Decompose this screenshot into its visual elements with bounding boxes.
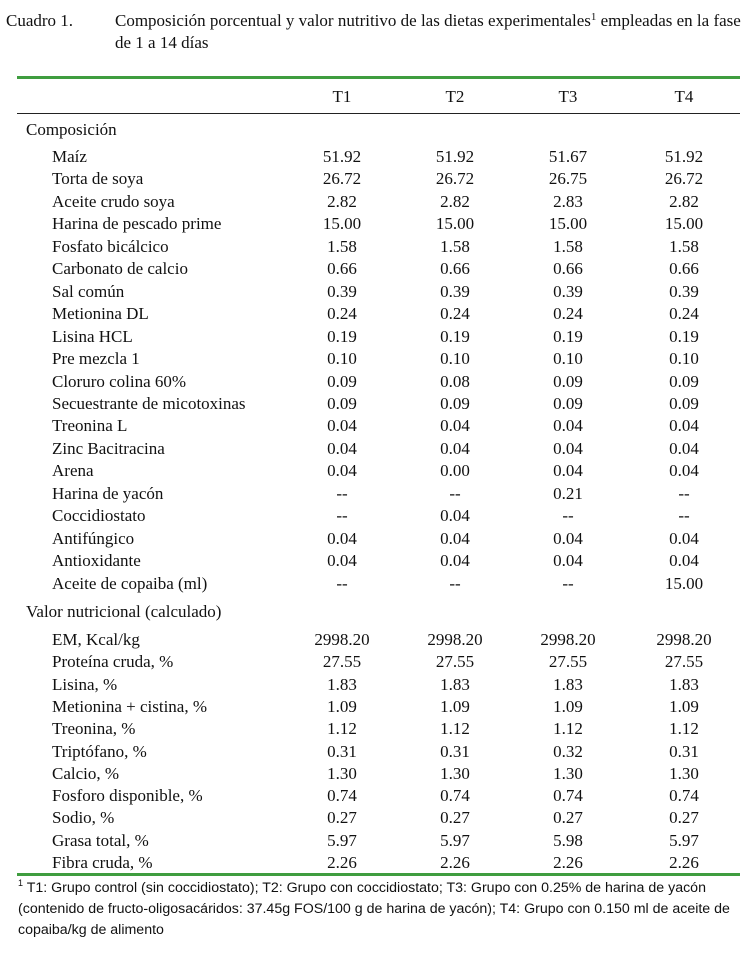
table-row (0, 415, 754, 437)
cell-t4: 2998.20 (656, 630, 712, 649)
row-label: EM, Kcal/kg (52, 630, 140, 649)
cell-t1: 1.30 (327, 763, 357, 783)
cell-t1: 0.19 (327, 326, 357, 346)
header-rule (17, 113, 740, 114)
cell-t3: 2.83 (553, 191, 583, 211)
cell-t1: 1.12 (327, 719, 357, 739)
table-row (0, 718, 754, 740)
cell-t3: 1.83 (553, 674, 583, 694)
row-label: Harina de pescado prime (52, 214, 222, 234)
row-label: Carbonato de calcio (52, 259, 188, 279)
row-label: Coccidiostato (52, 506, 146, 526)
cell-t2: 0.04 (440, 506, 470, 526)
table-row (0, 674, 754, 696)
cell-t1: -- (336, 483, 348, 503)
cell-t4: 15.00 (664, 214, 704, 234)
caption-title: Composición porcentual y valor nutritivo de las dietas experimentales (115, 11, 591, 30)
row-label: Secuestrante de micotoxinas (52, 393, 246, 413)
cell-t4: 0.19 (669, 326, 699, 346)
cell-t2: 0.39 (440, 281, 470, 301)
cell-t4: 0.09 (669, 393, 699, 413)
row-label: Arena (52, 461, 94, 481)
cell-t1: 0.09 (327, 393, 357, 413)
cell-t1: 26.72 (322, 169, 362, 189)
cell-t4: 0.04 (669, 461, 699, 481)
table-row (0, 505, 754, 527)
table-row (0, 741, 754, 763)
cell-t2: 1.58 (440, 236, 470, 256)
row-label: Fosforo disponible, % (52, 786, 203, 806)
section-title-nutrition: Valor nutricional (calculado) (26, 602, 222, 621)
cell-t1: 15.00 (322, 214, 362, 234)
cell-t3: -- (562, 506, 574, 526)
top-rule (17, 76, 740, 79)
table-row (0, 573, 754, 595)
cell-t3: 2.26 (553, 853, 583, 872)
cell-t3: 0.21 (553, 483, 583, 503)
row-label: Zinc Bacitracina (52, 438, 165, 458)
cell-t1: 1.58 (327, 236, 357, 256)
row-label: Triptófano, % (52, 741, 147, 761)
row-label: Cloruro colina 60% (52, 371, 187, 391)
table-row (0, 348, 754, 370)
table-row (0, 236, 754, 258)
cell-t3: 0.32 (553, 741, 583, 761)
cell-t2: 5.97 (440, 830, 470, 850)
cell-t1: 1.83 (327, 674, 357, 694)
cell-t2: 0.19 (440, 326, 470, 346)
cell-t3: 1.12 (553, 719, 583, 739)
cell-t4: 0.24 (669, 304, 699, 324)
table-row (0, 785, 754, 807)
cell-t1: 0.04 (327, 416, 357, 436)
table-row (0, 326, 754, 348)
cell-t2: 0.04 (440, 551, 470, 571)
row-label: Aceite crudo soya (52, 191, 175, 211)
cell-t1: 2.82 (327, 191, 357, 211)
table-row (0, 696, 754, 718)
cell-t3: 51.67 (548, 147, 588, 166)
row-label: Aceite de copaiba (ml) (52, 573, 208, 593)
cell-t3: 0.10 (553, 349, 583, 369)
cell-t2: 0.31 (440, 741, 470, 761)
table-row (0, 807, 754, 829)
cell-t3: 0.04 (553, 461, 583, 481)
footnote-marker: 1 (18, 878, 24, 888)
table-row (0, 281, 754, 303)
row-label: Proteína cruda, % (52, 652, 174, 672)
cell-t3: 1.09 (553, 696, 583, 716)
column-header-t1: T1 (332, 87, 352, 106)
cell-t4: 0.09 (669, 371, 699, 391)
cell-t2: 1.12 (440, 719, 470, 739)
row-label: Sodio, % (52, 808, 115, 828)
cell-t2: 26.72 (435, 169, 475, 189)
row-label: Pre mezcla 1 (52, 349, 140, 369)
cell-t3: 0.09 (553, 371, 583, 391)
cell-t4: -- (678, 483, 690, 503)
cell-t4: 2.82 (669, 191, 699, 211)
table-row (0, 830, 754, 852)
cell-t2: 0.08 (440, 371, 470, 391)
row-label: Metionina + cistina, % (52, 696, 208, 716)
cell-t4: 51.92 (664, 147, 704, 166)
cell-t4: 0.10 (669, 349, 699, 369)
cell-t3: 1.30 (553, 763, 583, 783)
cell-t4: 0.31 (669, 741, 699, 761)
cell-t1: -- (336, 506, 348, 526)
cell-t4: 15.00 (664, 573, 704, 593)
cell-t4: 1.30 (669, 763, 699, 783)
cell-t3: 2998.20 (540, 630, 596, 649)
row-label: Treonina L (52, 416, 128, 436)
cell-t2: -- (449, 483, 461, 503)
section-title-composition: Composición (26, 120, 117, 139)
cell-t1: 0.04 (327, 528, 357, 548)
cell-t1: 0.10 (327, 349, 357, 369)
table-row (0, 213, 754, 235)
cell-t4: 0.04 (669, 438, 699, 458)
cell-t4: 1.09 (669, 696, 699, 716)
cell-t4: -- (678, 506, 690, 526)
cell-t2: 15.00 (435, 214, 475, 234)
cell-t3: 0.74 (553, 786, 583, 806)
cell-t2: 0.00 (440, 461, 470, 481)
cell-t2: 2.26 (440, 853, 470, 872)
header-row (0, 86, 754, 108)
table-footnote (18, 878, 746, 941)
cell-t3: 0.04 (553, 528, 583, 548)
table-row (0, 460, 754, 482)
column-header-t4: T4 (674, 87, 694, 106)
cell-t2: 0.27 (440, 808, 470, 828)
cell-t1: 0.39 (327, 281, 357, 301)
cell-t1: 0.09 (327, 371, 357, 391)
table-row (0, 146, 754, 168)
caption-label: Cuadro 1. (6, 11, 74, 30)
table-row (0, 393, 754, 415)
cell-t2: 0.09 (440, 393, 470, 413)
cell-t3: 15.00 (548, 214, 588, 234)
row-label: Harina de yacón (52, 483, 164, 503)
cell-t2: 1.09 (440, 696, 470, 716)
cell-t4: 2.26 (669, 853, 699, 872)
table-row (0, 438, 754, 460)
cell-t1: 51.92 (322, 147, 362, 166)
bottom-rule (17, 873, 740, 876)
caption-title-tail: empleadas en la fase de 1 a 14 días (115, 11, 741, 52)
cell-t4: 27.55 (664, 652, 704, 672)
cell-t2: -- (449, 573, 461, 593)
cell-t2: 51.92 (435, 147, 475, 166)
cell-t3: 0.19 (553, 326, 583, 346)
row-label: Sal común (52, 281, 125, 301)
row-label: Metionina DL (52, 304, 149, 324)
cell-t1: 0.04 (327, 551, 357, 571)
cell-t3: 27.55 (548, 652, 588, 672)
cell-t1: 5.97 (327, 830, 357, 850)
cell-t3: 0.27 (553, 808, 583, 828)
cell-t3: 26.75 (548, 169, 588, 189)
cell-t1: 2998.20 (314, 630, 370, 649)
cell-t1: 27.55 (322, 652, 362, 672)
cell-t3: 5.98 (553, 830, 583, 850)
table-row (0, 258, 754, 280)
cell-t2: 2.82 (440, 191, 470, 211)
cell-t3: 0.24 (553, 304, 583, 324)
cell-t2: 0.04 (440, 528, 470, 548)
table-row (0, 651, 754, 673)
cell-t3: 0.04 (553, 551, 583, 571)
table-row (0, 528, 754, 550)
cell-t4: 5.97 (669, 830, 699, 850)
cell-t4: 26.72 (664, 169, 704, 189)
cell-t2: 0.66 (440, 259, 470, 279)
cell-t2: 2998.20 (427, 630, 483, 649)
cell-t1: 0.74 (327, 786, 357, 806)
table-row (0, 852, 754, 874)
cell-t2: 0.74 (440, 786, 470, 806)
row-label: Fibra cruda, % (52, 853, 153, 872)
row-label: Maíz (52, 147, 87, 166)
row-label: Antifúngico (52, 528, 135, 548)
cell-t1: 0.04 (327, 438, 357, 458)
cell-t4: 0.04 (669, 551, 699, 571)
row-label: Antioxidante (52, 551, 141, 571)
table-row (0, 168, 754, 190)
cell-t1: 1.09 (327, 696, 357, 716)
cell-t4: 0.66 (669, 259, 699, 279)
caption-text (115, 10, 752, 54)
cell-t2: 0.24 (440, 304, 470, 324)
cell-t4: 1.12 (669, 719, 699, 739)
row-label: Treonina, % (52, 719, 136, 739)
cell-t1: -- (336, 573, 348, 593)
cell-t3: 0.66 (553, 259, 583, 279)
cell-t2: 0.04 (440, 416, 470, 436)
table-row (0, 763, 754, 785)
row-label: Lisina, % (52, 674, 118, 694)
cell-t2: 1.30 (440, 763, 470, 783)
table-row (0, 303, 754, 325)
section-composition-row (0, 119, 754, 141)
cell-t3: 0.09 (553, 393, 583, 413)
cell-t2: 0.04 (440, 438, 470, 458)
row-label: Grasa total, % (52, 830, 149, 850)
cell-t2: 0.10 (440, 349, 470, 369)
table-row (0, 191, 754, 213)
cell-t1: 0.04 (327, 461, 357, 481)
cell-t4: 1.58 (669, 236, 699, 256)
cell-t3: -- (562, 573, 574, 593)
cell-t3: 0.04 (553, 438, 583, 458)
cell-t2: 27.55 (435, 652, 475, 672)
table-row (0, 371, 754, 393)
cell-t4: 0.39 (669, 281, 699, 301)
cell-t3: 0.04 (553, 416, 583, 436)
cell-t1: 0.66 (327, 259, 357, 279)
caption-footnote-marker: 1 (590, 11, 597, 23)
row-label: Torta de soya (52, 169, 144, 189)
cell-t2: 1.83 (440, 674, 470, 694)
cell-t4: 0.27 (669, 808, 699, 828)
table-row (0, 629, 754, 651)
table-row (0, 550, 754, 572)
row-label: Fosfato bicálcico (52, 236, 169, 256)
cell-t4: 0.04 (669, 528, 699, 548)
cell-t4: 1.83 (669, 674, 699, 694)
cell-t4: 0.74 (669, 786, 699, 806)
row-label: Lisina HCL (52, 326, 133, 346)
cell-t1: 0.24 (327, 304, 357, 324)
row-label: Calcio, % (52, 763, 120, 783)
table-row (0, 483, 754, 505)
cell-t3: 1.58 (553, 236, 583, 256)
cell-t4: 0.04 (669, 416, 699, 436)
column-header-t2: T2 (445, 87, 465, 106)
cell-t1: 2.26 (327, 853, 357, 872)
column-header-t3: T3 (558, 87, 578, 106)
cell-t1: 0.31 (327, 741, 357, 761)
section-nutrition-row (0, 601, 754, 623)
cell-t3: 0.39 (553, 281, 583, 301)
footnote-text: T1: Grupo control (sin coccidiostato); T2: Grupo con coccidiostato; T3: Grupo con 0.25% de harina de yacón (contenido de fructo-oligosacáridos: 37.45g FOS/100 g de harina de yacón); T4: Grupo con 0.150 ml de aceite de copaiba/kg de alimento (18, 880, 730, 938)
cell-t1: 0.27 (327, 808, 357, 828)
